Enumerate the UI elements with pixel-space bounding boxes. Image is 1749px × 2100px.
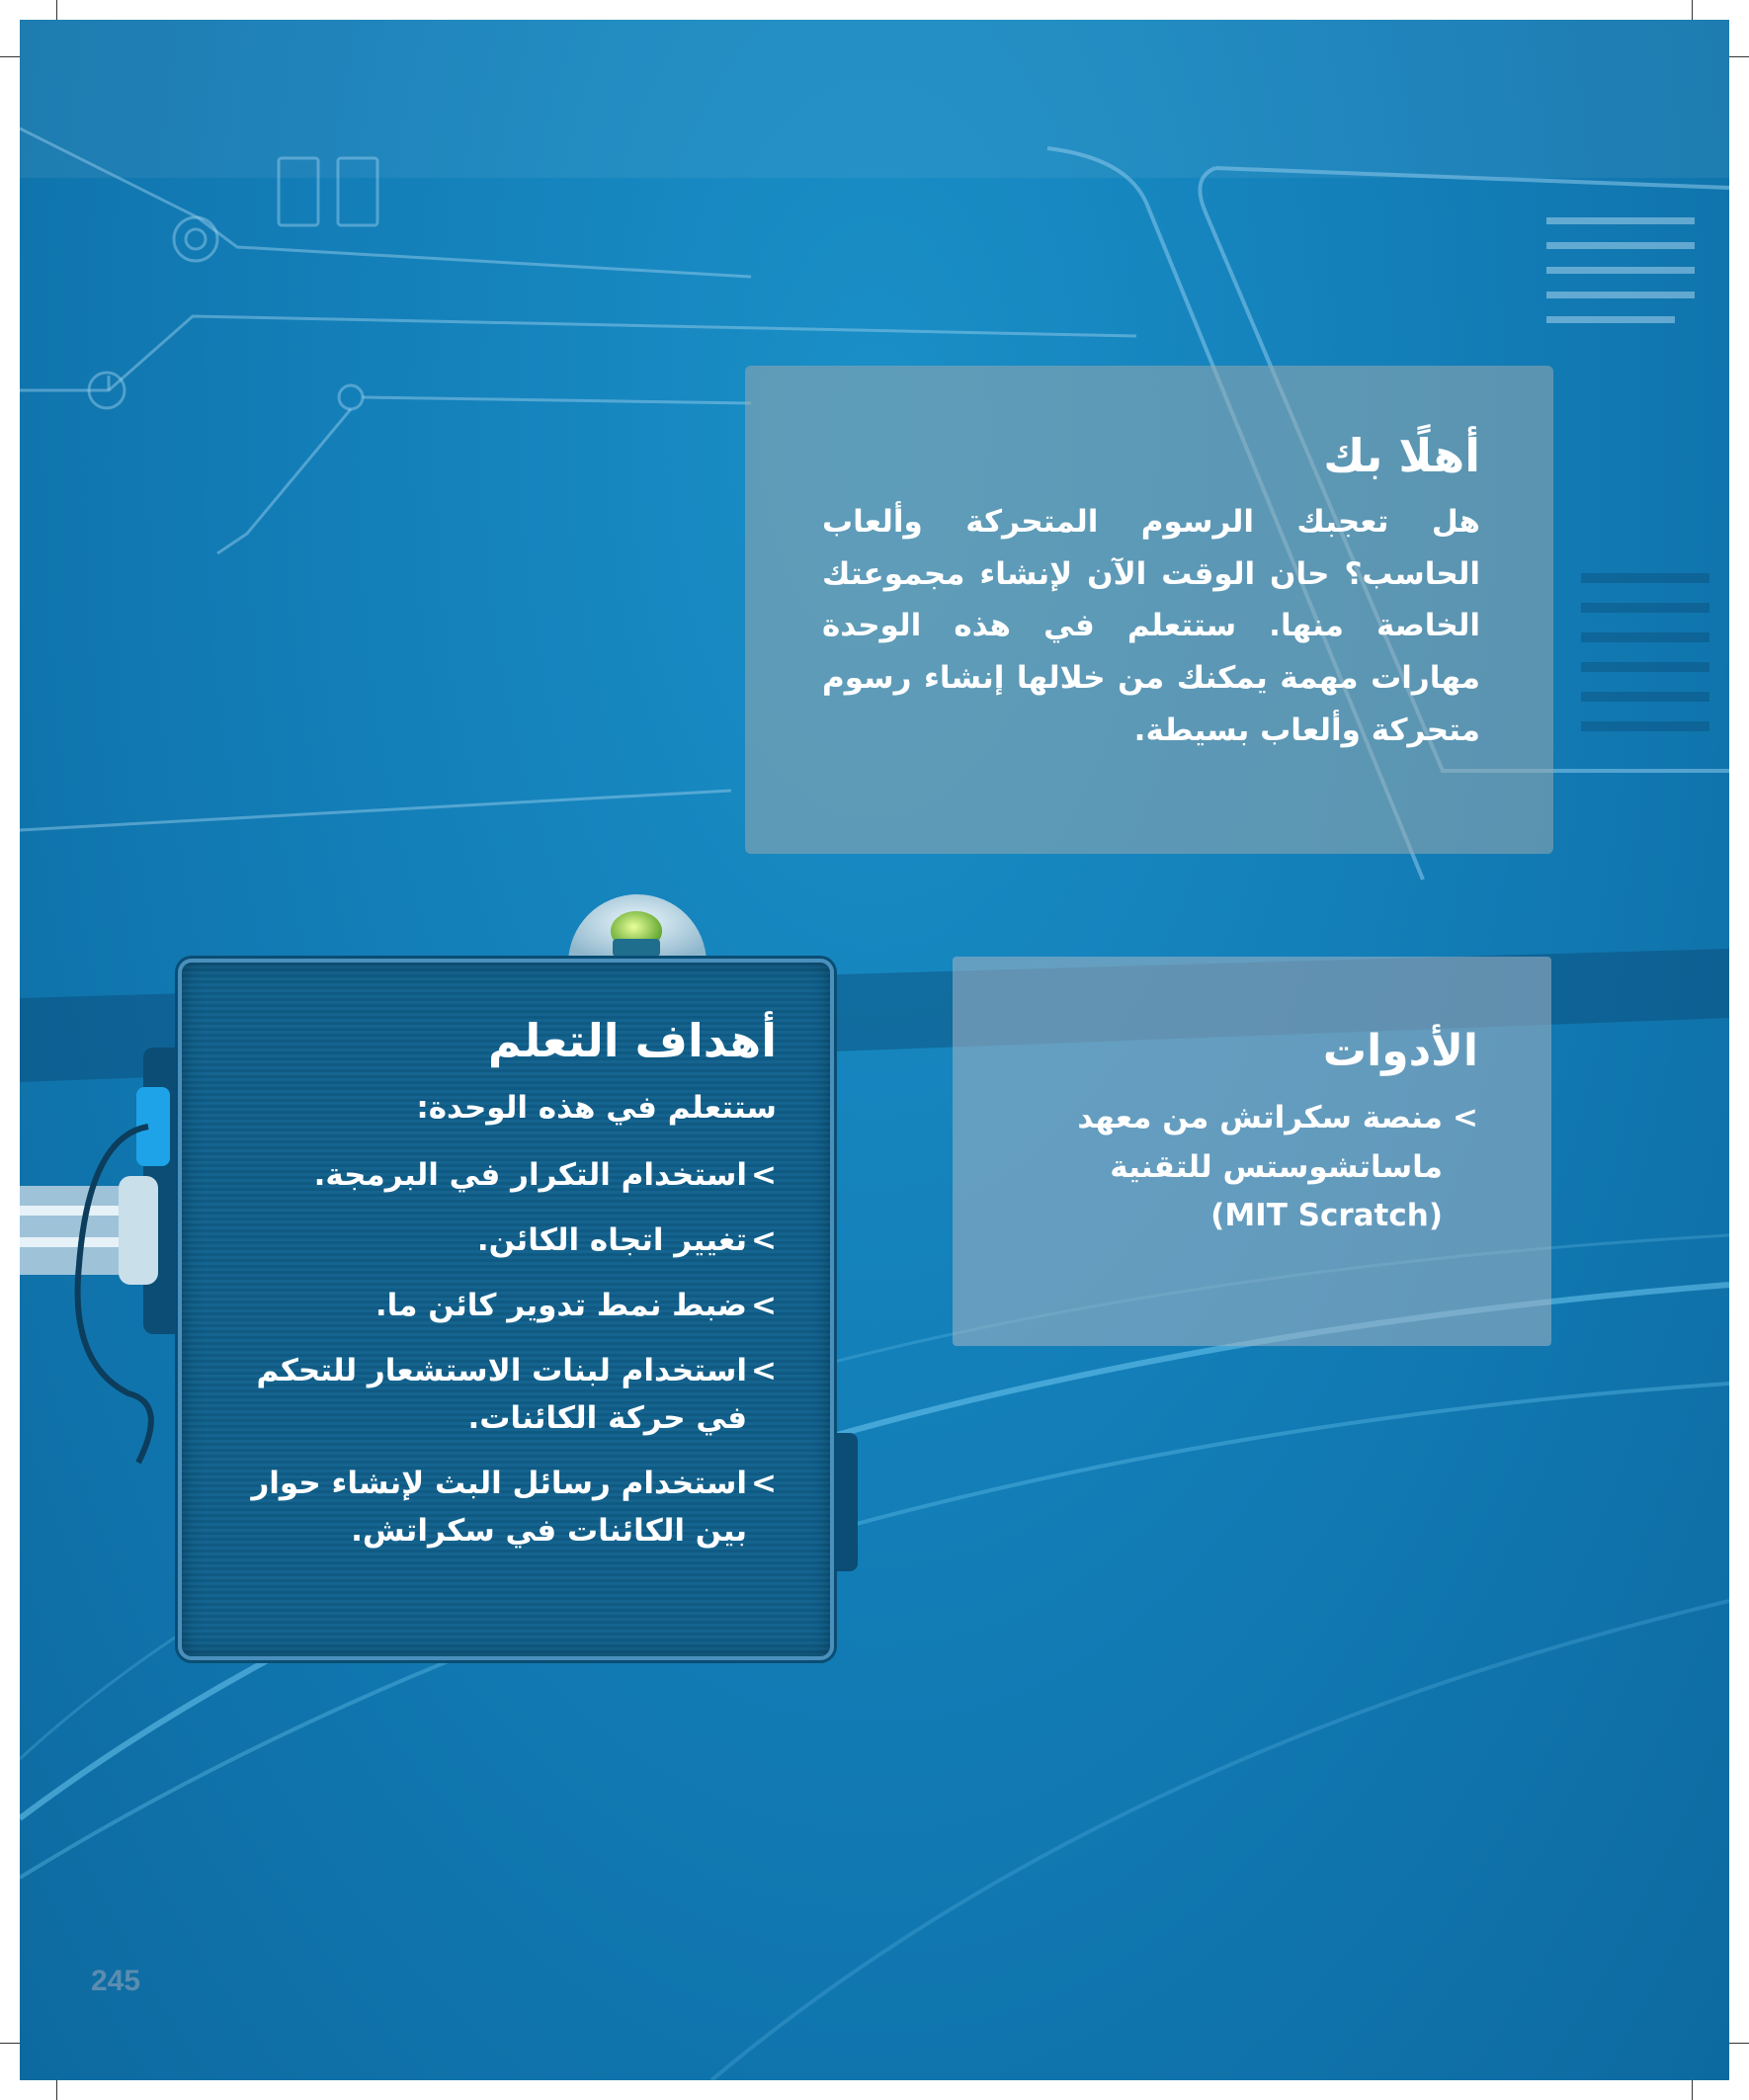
objective-item <box>221 1217 777 1264</box>
objective-item <box>221 1282 777 1329</box>
objective-text: استخدام لبنات الاستشعار للتحكم في حركة الكائنات. <box>256 1352 747 1436</box>
green-light-icon <box>568 894 707 964</box>
tools-panel <box>953 957 1551 1346</box>
bullet-chevron-icon: > <box>1453 1100 1478 1135</box>
bullet-chevron-icon: > <box>751 1352 777 1388</box>
tools-item-latin: (MIT Scratch) <box>1210 1198 1443 1234</box>
bullet-chevron-icon: > <box>751 1156 777 1193</box>
bullet-chevron-icon: > <box>751 1465 777 1501</box>
welcome-body: هل تعجبك الرسوم المتحركة وألعاب الحاسب؟ حان الوقت الآن لإنشاء مجموعتك الخاصة منها. ستتعلم في هذه الوحدة مهارات مهمة يمكنك من خلالها إنشاء رسوم متحركة وألعاب بسيطة. <box>822 504 1480 748</box>
objective-item <box>221 1151 777 1199</box>
objective-item <box>221 1347 777 1442</box>
objective-item <box>221 1460 777 1554</box>
welcome-title: أهلًا بك <box>1323 429 1480 482</box>
page-number: 245 <box>91 1965 141 1997</box>
tools-item-text: منصة سكراتش من معهد ماساتشوستس للتقنية <box>1077 1100 1443 1185</box>
objective-text: استخدام رسائل البث لإنشاء حوار بين الكائنات في سكراتش. <box>251 1465 747 1549</box>
bullet-chevron-icon: > <box>751 1287 777 1323</box>
welcome-panel <box>745 366 1553 854</box>
bullet-chevron-icon: > <box>751 1221 777 1258</box>
learning-objectives-box <box>178 959 834 1660</box>
tools-title: الأدوات <box>1322 1026 1478 1076</box>
objectives-intro: ستتعلم في هذه الوحدة: <box>416 1090 777 1126</box>
tools-item <box>992 1094 1478 1241</box>
page-background <box>20 20 1729 2080</box>
objectives-title: أهداف التعلم <box>487 1014 777 1067</box>
objective-text: ضبط نمط تدوير كائن ما. <box>375 1287 747 1323</box>
objective-text: استخدام التكرار في البرمجة. <box>313 1156 747 1193</box>
objective-text: تغيير اتجاه الكائن. <box>476 1221 747 1258</box>
